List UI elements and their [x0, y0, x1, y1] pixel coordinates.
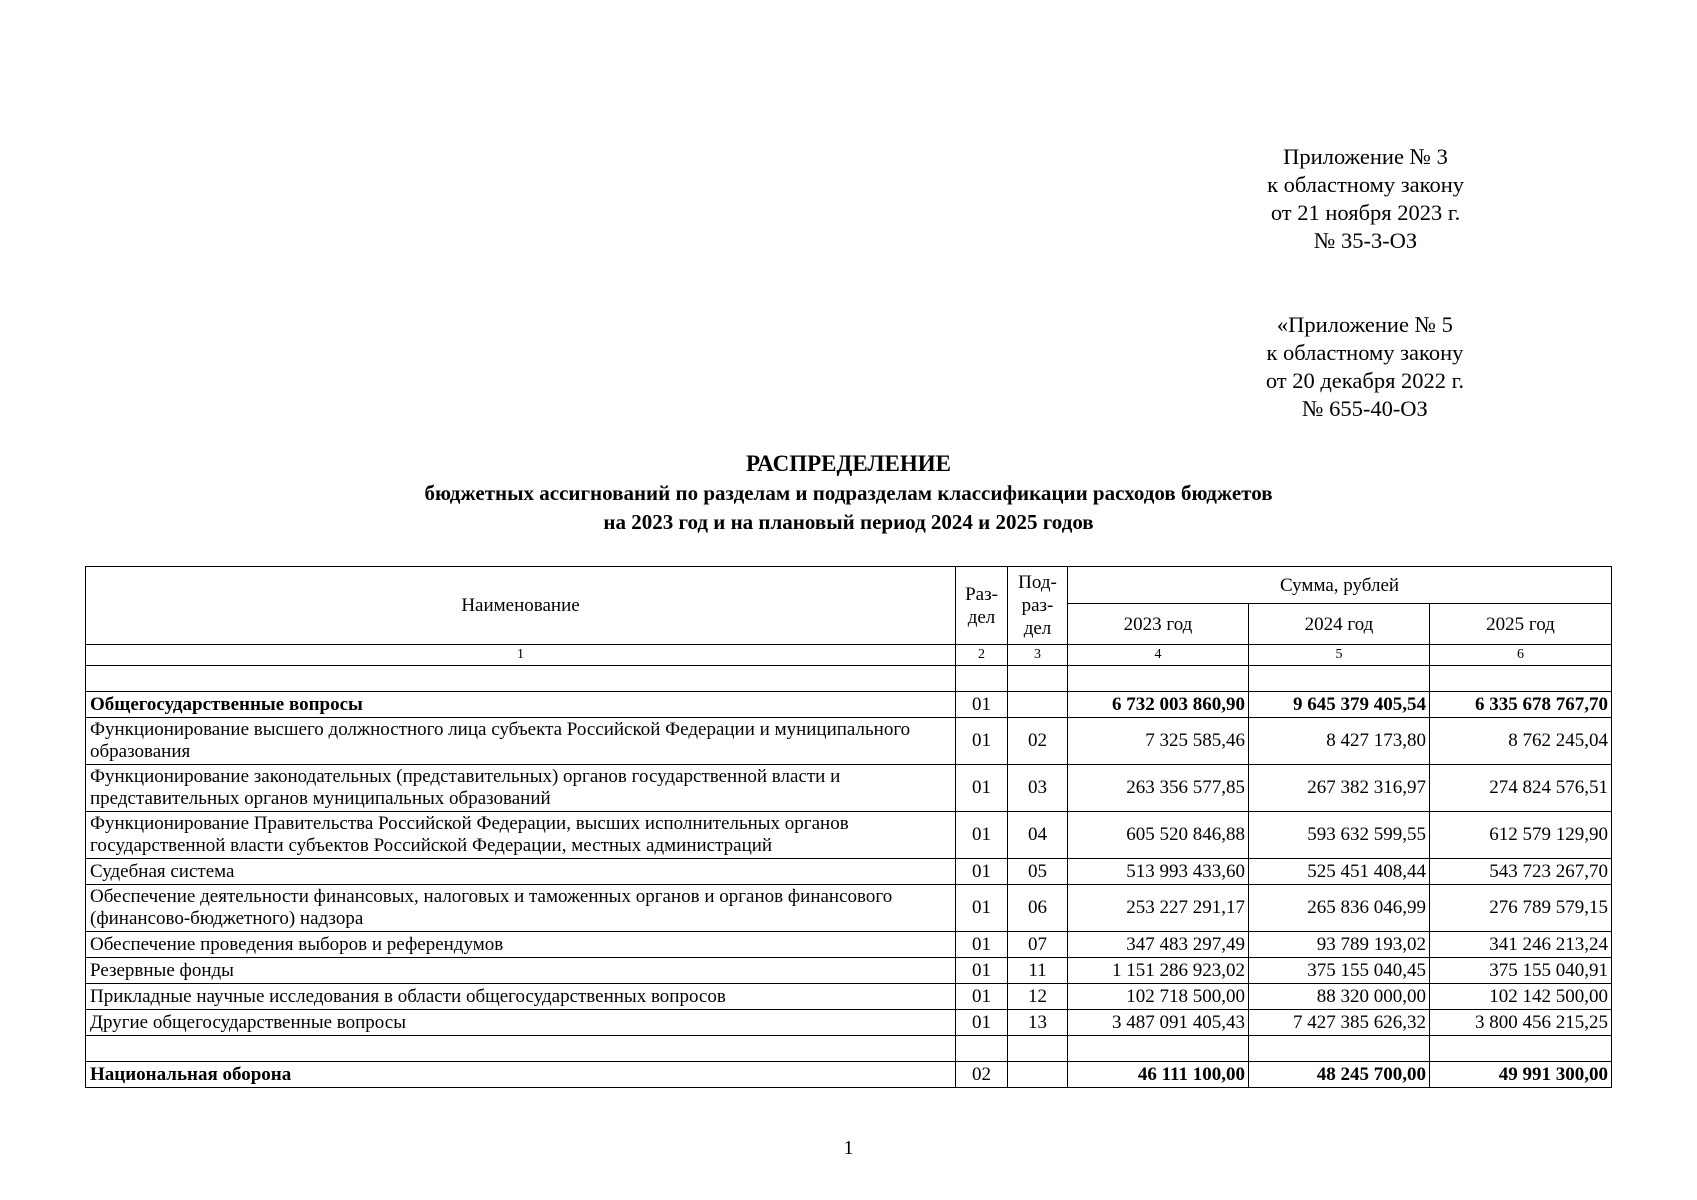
row-subsection: 06 — [1008, 885, 1068, 932]
column-number: 1 — [86, 645, 956, 666]
table-row — [86, 932, 1612, 958]
page-number: 1 — [843, 1137, 854, 1159]
row-amount-2023: 605 520 846,88 — [1068, 812, 1249, 859]
title-subheading: бюджетных ассигнований по разделам и подразделам классификации расходов бюджетов — [424, 481, 1273, 505]
appendix-amended-law — [1266, 311, 1464, 423]
row-amount-2025: 6 335 678 767,70 — [1430, 692, 1612, 718]
appendix-line: от 21 ноября 2023 г. — [1270, 200, 1461, 225]
column-number: 4 — [1068, 645, 1249, 666]
row-subsection: 12 — [1008, 984, 1068, 1010]
row-amount-2024: 265 836 046,99 — [1249, 885, 1430, 932]
header-name: Наименование — [86, 567, 956, 645]
row-name: Обеспечение деятельности финансовых, налоговых и таможенных органов и органов финансового (финансово-бюджетного) надзора — [86, 885, 956, 932]
row-name: Функционирование законодательных (представительных) органов государственной власти и представительных органов муниципальных образований — [86, 765, 956, 812]
row-amount-2023: 513 993 433,60 — [1068, 859, 1249, 885]
appendix-line: № 35-3-ОЗ — [1313, 228, 1418, 253]
document-title — [0, 449, 1697, 537]
column-number-row — [86, 645, 1612, 666]
row-section: 01 — [956, 1010, 1008, 1036]
table-row — [86, 885, 1612, 932]
row-name: Общегосударственные вопросы — [86, 692, 956, 718]
row-section: 01 — [956, 932, 1008, 958]
row-name: Судебная система — [86, 859, 956, 885]
table-row — [86, 812, 1612, 859]
row-amount-2023: 3 487 091 405,43 — [1068, 1010, 1249, 1036]
row-amount-2024: 48 245 700,00 — [1249, 1062, 1430, 1088]
row-subsection — [1008, 692, 1068, 718]
row-amount-2024: 9 645 379 405,54 — [1249, 692, 1430, 718]
row-name: Прикладные научные исследования в области общегосударственных вопросов — [86, 984, 956, 1010]
row-name: Функционирование высшего должностного лица субъекта Российской Федерации и муниципального образования — [86, 718, 956, 765]
title-heading: РАСПРЕДЕЛЕНИЕ — [746, 451, 951, 476]
column-number: 3 — [1008, 645, 1068, 666]
row-amount-2024: 375 155 040,45 — [1249, 958, 1430, 984]
row-section: 01 — [956, 692, 1008, 718]
row-amount-2024: 525 451 408,44 — [1249, 859, 1430, 885]
row-amount-2025: 3 800 456 215,25 — [1430, 1010, 1612, 1036]
row-amount-2023: 1 151 286 923,02 — [1068, 958, 1249, 984]
row-section: 01 — [956, 885, 1008, 932]
column-number: 2 — [956, 645, 1008, 666]
row-subsection — [1008, 1062, 1068, 1088]
appendix-line: «Приложение № 5 — [1276, 312, 1453, 337]
header-year-2024: 2024 год — [1249, 604, 1430, 645]
row-amount-2024: 88 320 000,00 — [1249, 984, 1430, 1010]
appendix-current-law — [1267, 143, 1464, 255]
row-section: 01 — [956, 812, 1008, 859]
row-section: 01 — [956, 984, 1008, 1010]
appendix-line: от 20 декабря 2022 г. — [1265, 368, 1464, 393]
column-number: 6 — [1430, 645, 1612, 666]
header-year-2025: 2025 год — [1430, 604, 1612, 645]
row-amount-2025: 375 155 040,91 — [1430, 958, 1612, 984]
row-section: 01 — [956, 859, 1008, 885]
row-amount-2025: 543 723 267,70 — [1430, 859, 1612, 885]
appendix-line: Приложение № 3 — [1283, 144, 1448, 169]
row-name: Обеспечение проведения выборов и референдумов — [86, 932, 956, 958]
row-amount-2023: 253 227 291,17 — [1068, 885, 1249, 932]
row-subsection: 11 — [1008, 958, 1068, 984]
row-amount-2024: 267 382 316,97 — [1249, 765, 1430, 812]
row-amount-2025: 102 142 500,00 — [1430, 984, 1612, 1010]
header-section: Раз- дел — [956, 567, 1008, 645]
row-subsection: 04 — [1008, 812, 1068, 859]
table-row — [86, 859, 1612, 885]
row-amount-2023: 6 732 003 860,90 — [1068, 692, 1249, 718]
header-year-2023: 2023 год — [1068, 604, 1249, 645]
row-amount-2024: 593 632 599,55 — [1249, 812, 1430, 859]
row-name: Другие общегосударственные вопросы — [86, 1010, 956, 1036]
table-row — [86, 1010, 1612, 1036]
title-period: на 2023 год и на плановый период 2024 и 2025 годов — [603, 510, 1094, 534]
column-number: 5 — [1249, 645, 1430, 666]
appendix-line: к областному закону — [1267, 172, 1464, 197]
appendix-line: № 655-40-ОЗ — [1301, 396, 1428, 421]
table-row — [86, 765, 1612, 812]
table-row — [86, 718, 1612, 765]
row-amount-2024: 93 789 193,02 — [1249, 932, 1430, 958]
row-amount-2025: 274 824 576,51 — [1430, 765, 1612, 812]
table-row — [86, 692, 1612, 718]
row-amount-2023: 46 111 100,00 — [1068, 1062, 1249, 1088]
row-subsection: 05 — [1008, 859, 1068, 885]
row-amount-2025: 276 789 579,15 — [1430, 885, 1612, 932]
row-name: Функционирование Правительства Российской Федерации, высших исполнительных органов государственной власти субъектов Российской Федерации, местных администраций — [86, 812, 956, 859]
budget-table — [85, 566, 1612, 1088]
spacer-row — [86, 1036, 1612, 1062]
row-amount-2024: 7 427 385 626,32 — [1249, 1010, 1430, 1036]
table-row — [86, 984, 1612, 1010]
row-amount-2023: 7 325 585,46 — [1068, 718, 1249, 765]
row-subsection: 02 — [1008, 718, 1068, 765]
row-amount-2023: 263 356 577,85 — [1068, 765, 1249, 812]
table-row — [86, 1062, 1612, 1088]
row-amount-2025: 8 762 245,04 — [1430, 718, 1612, 765]
row-amount-2023: 102 718 500,00 — [1068, 984, 1249, 1010]
row-subsection: 03 — [1008, 765, 1068, 812]
table-row — [86, 958, 1612, 984]
row-amount-2023: 347 483 297,49 — [1068, 932, 1249, 958]
row-amount-2025: 341 246 213,24 — [1430, 932, 1612, 958]
header-sum: Сумма, рублей — [1068, 567, 1612, 604]
appendix-line: к областному закону — [1266, 340, 1464, 365]
row-subsection: 13 — [1008, 1010, 1068, 1036]
row-section: 01 — [956, 718, 1008, 765]
row-section: 01 — [956, 958, 1008, 984]
row-section: 02 — [956, 1062, 1008, 1088]
header-subsection: Под- раз- дел — [1008, 567, 1068, 645]
row-subsection: 07 — [1008, 932, 1068, 958]
row-amount-2025: 49 991 300,00 — [1430, 1062, 1612, 1088]
row-section: 01 — [956, 765, 1008, 812]
row-name: Национальная оборона — [86, 1062, 956, 1088]
row-name: Резервные фонды — [86, 958, 956, 984]
row-amount-2025: 612 579 129,90 — [1430, 812, 1612, 859]
spacer-row — [86, 666, 1612, 692]
row-amount-2024: 8 427 173,80 — [1249, 718, 1430, 765]
